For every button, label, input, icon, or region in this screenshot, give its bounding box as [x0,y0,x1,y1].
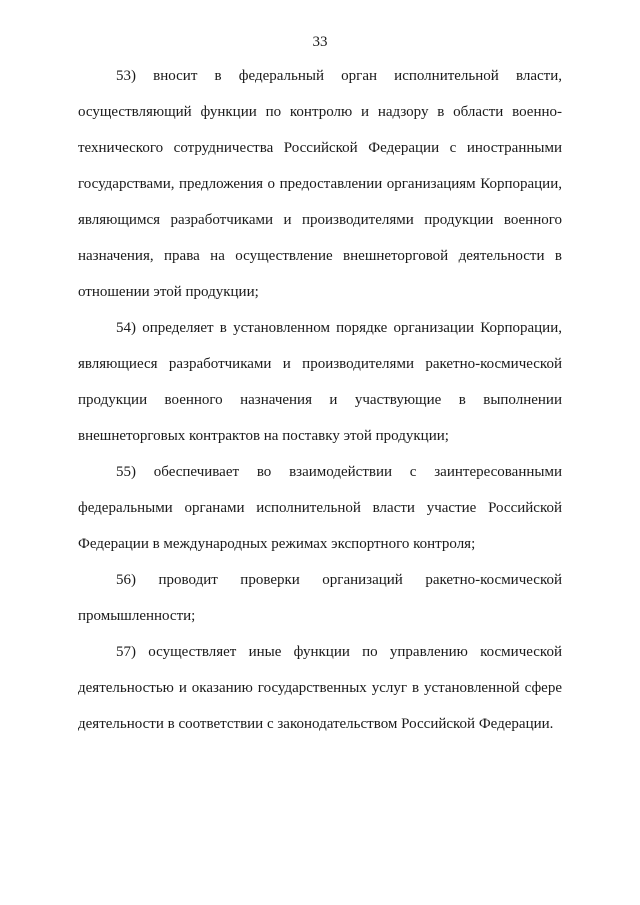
paragraph-line: деятельностью и оказанию государственных услуг в установленной сфере [78,680,562,696]
paragraph-line: промышленности; [78,608,196,624]
paragraph-line: внешнеторговых контрактов на поставку этой продукции; [78,428,449,444]
paragraph-53 [78,66,562,318]
paragraph-line: 53) вносит в федеральный орган исполнительной власти, [116,68,562,84]
paragraph-line: осуществляющий функции по контролю и надзору в области военно- [78,104,562,120]
paragraph-line: деятельности в соответствии с законодательством Российской Федерации. [78,716,554,732]
document-body [78,66,562,750]
paragraph-line: государствами, предложения о предоставлении организациям Корпорации, [78,176,562,192]
paragraph-line: 55) обеспечивает во взаимодействии с заинтересованными [116,464,562,480]
paragraph-line: 57) осуществляет иные функции по управлению космической [116,644,562,660]
paragraph-line: 56) проводит проверки организаций ракетно-космической [116,572,562,588]
paragraph-57 [78,642,562,750]
paragraph-line: продукции военного назначения и участвующие в выполнении [78,392,562,408]
paragraph-54 [78,318,562,462]
paragraph-line: федеральными органами исполнительной власти участие Российской [78,500,562,516]
paragraph-line: отношении этой продукции; [78,284,259,300]
paragraph-line: 54) определяет в установленном порядке организации Корпорации, [116,320,562,336]
paragraph-line: являющиеся разработчиками и производителями ракетно-космической [78,356,562,372]
paragraph-line: технического сотрудничества Российской Федерации с иностранными [78,140,562,156]
paragraph-line: назначения, права на осуществление внешнеторговой деятельности в [78,248,562,264]
paragraph-56 [78,570,562,642]
paragraph-55 [78,462,562,570]
paragraph-line: являющимся разработчиками и производителями продукции военного [78,212,562,228]
paragraph-line: Федерации в международных режимах экспортного контроля; [78,536,476,552]
page-number: 33 [312,34,328,50]
